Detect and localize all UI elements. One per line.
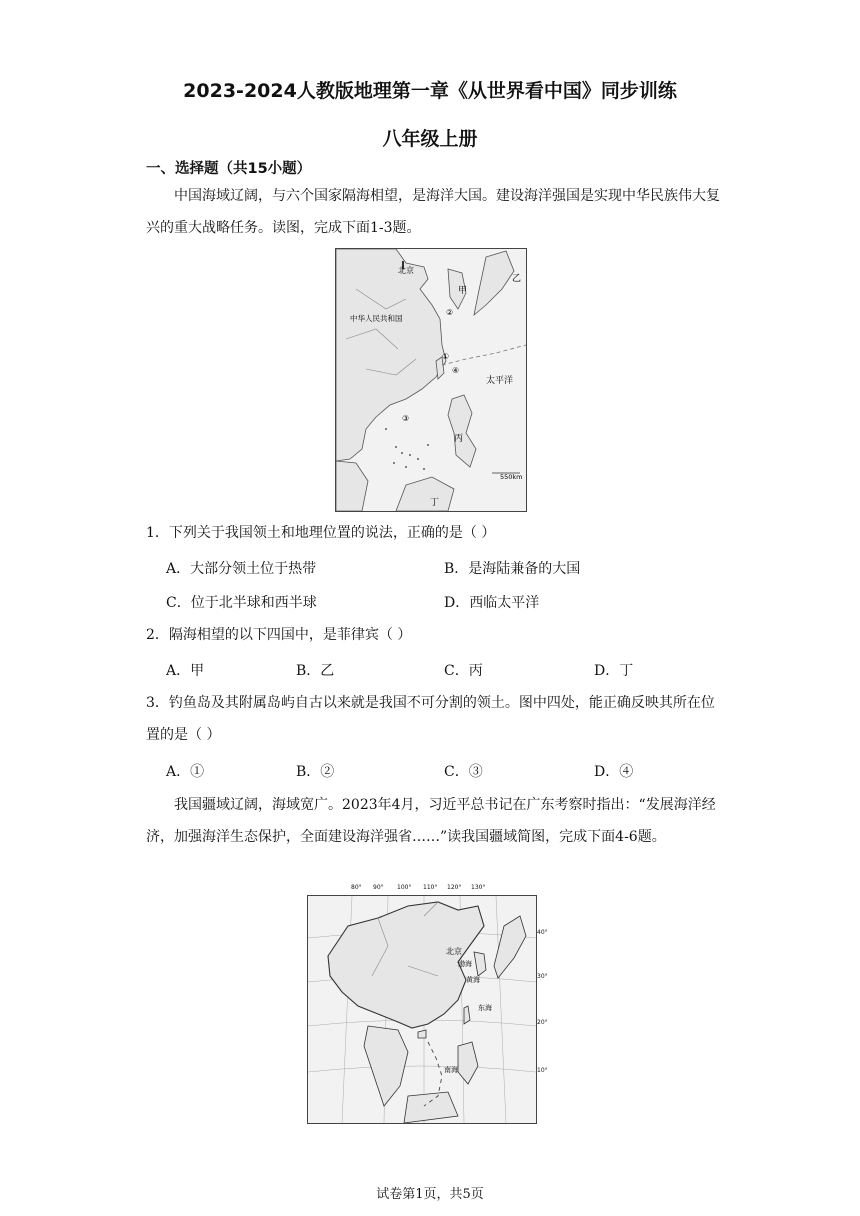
map1-label-ding: 丁 [430, 498, 440, 508]
map2-label-bohai: 渤海 [458, 960, 472, 968]
map2-lat-30: 30° [537, 973, 548, 980]
map1-label-jia: 甲 [458, 286, 468, 296]
question-2-option-c[interactable]: C．丙 [444, 663, 483, 679]
question-3-option-b[interactable]: B．② [296, 764, 335, 780]
map2-label-beijing: 北京 [446, 947, 462, 956]
map2-lon-130: 130° [471, 884, 486, 891]
map2-lon-80: 80° [351, 884, 362, 891]
question-3-option-a[interactable]: A．① [166, 764, 205, 780]
question-1-option-a[interactable]: A．大部分领土位于热带 [166, 561, 317, 577]
map2-lon-120: 120° [447, 884, 462, 891]
intro-paragraph-2: 我国疆域辽阔，海域宽广。2023年4月，习近平总书记在广东考察时指出：“发展海洋经济，加强海洋生态保护，全面建设海洋强省……”读我国疆域简图，完成下面4-6题。 [146, 797, 716, 845]
map2-longitude-labels [307, 884, 535, 894]
map1-label-prc: 中华人民共和国 [350, 314, 403, 323]
map2-lon-110: 110° [423, 884, 438, 891]
page-footer: 试卷第1页，共5页 [376, 1187, 484, 1202]
map1-label-beijing: 北京 [398, 266, 414, 275]
question-2-stem: 2．隔海相望的以下四国中，是菲律宾（ ） [146, 627, 412, 643]
question-1-stem: 1．下列关于我国领土和地理位置的说法，正确的是（ ） [146, 525, 496, 541]
map2-lon-100: 100° [397, 884, 412, 891]
section-heading: 一、选择题（共15小题） [146, 161, 312, 177]
question-1-option-c[interactable]: C．位于北半球和西半球 [166, 595, 317, 611]
question-3-stem: 3．钓鱼岛及其附属岛屿自古以来就是我国不可分割的领土。图中四处，能正确反映其所在位置的是（ ） [146, 695, 715, 743]
map1-marker-4: ④ [452, 366, 460, 375]
map1-marker-1: ① [442, 352, 450, 361]
page-title: 2023-2024人教版地理第一章《从世界看中国》同步训练 [183, 80, 677, 102]
question-1-option-b[interactable]: B．是海陆兼备的大国 [444, 561, 581, 577]
map2-label-huanghai: 黄海 [466, 976, 480, 984]
question-2-option-d[interactable]: D．丁 [594, 663, 634, 679]
question-3-option-d[interactable]: D．④ [594, 764, 634, 780]
map2-lat-40: 40° [537, 929, 548, 936]
map2-lat-20: 20° [537, 1019, 548, 1026]
map2-lat-10: 10° [537, 1067, 548, 1074]
map2-lon-90: 90° [373, 884, 384, 891]
map1-label-bing: 丙 [454, 434, 464, 444]
map2-label-nanhai: 南海 [444, 1066, 458, 1074]
page-subtitle: 八年级上册 [382, 128, 478, 150]
intro-paragraph-1: 中国海域辽阔，与六个国家隔海相望，是海洋大国。建设海洋强国是实现中华民族伟大复兴的重大战略任务。读图，完成下面1-3题。 [146, 188, 720, 236]
map1-marker-2: ② [446, 308, 454, 317]
question-3-option-c[interactable]: C．③ [444, 764, 483, 780]
map1-scale: 550km [500, 473, 523, 481]
map-china-territory [307, 895, 537, 1124]
map1-marker-3: ③ [402, 414, 410, 423]
question-1-option-d[interactable]: D．西临太平洋 [444, 595, 540, 611]
map1-label-pacific: 太平洋 [486, 376, 514, 386]
map2-label-donghai: 东海 [478, 1004, 492, 1012]
map1-label-yi: 乙 [512, 274, 522, 284]
question-2-option-b[interactable]: B．乙 [296, 663, 335, 679]
question-2-option-a[interactable]: A．甲 [166, 663, 205, 679]
map2-latitude-labels [537, 895, 553, 1122]
map-china-seas [335, 248, 527, 512]
